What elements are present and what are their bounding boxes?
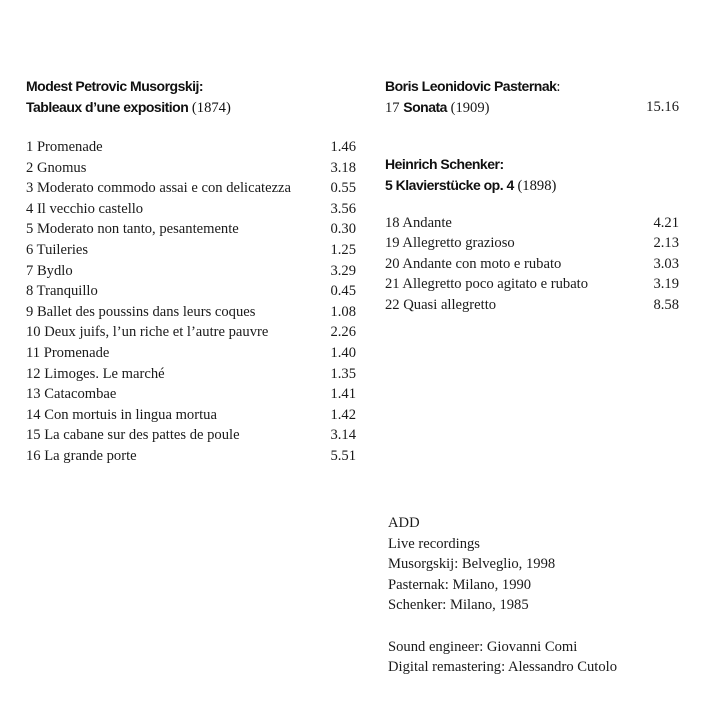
track-row bbox=[26, 384, 356, 405]
track-title: 1 Promenade bbox=[26, 139, 103, 155]
track-title: 9 Ballet des poussins dans leurs coques bbox=[26, 303, 256, 320]
right-column bbox=[385, 76, 679, 316]
track-row bbox=[26, 446, 356, 467]
pasternak-work-year: (1909) bbox=[446, 100, 490, 116]
track-duration: 1.35 bbox=[330, 365, 356, 382]
track-title: 20 Andante con moto e rubato bbox=[385, 255, 562, 272]
spacer bbox=[26, 118, 356, 137]
track-title: 13 Catacombae bbox=[26, 386, 117, 403]
track-row bbox=[26, 158, 356, 179]
track-duration: 5.51 bbox=[330, 447, 356, 464]
sound-engineer-credit: Sound engineer: Giovanni Comi bbox=[388, 638, 578, 655]
pasternak-composer-colon: : bbox=[556, 79, 561, 95]
track-title: 12 Limoges. Le marché bbox=[26, 365, 165, 382]
musorgskij-section bbox=[26, 76, 356, 467]
musorgskij-work-title: Tableaux d’une exposition bbox=[26, 99, 189, 115]
track-row bbox=[385, 254, 679, 275]
track-title: 3 Moderato commodo assai e con delicatezza bbox=[26, 180, 292, 197]
pasternak-track-row bbox=[385, 97, 679, 118]
track-row bbox=[385, 295, 679, 316]
track-duration: 2.26 bbox=[330, 324, 356, 341]
track-row bbox=[385, 213, 679, 234]
track-row bbox=[26, 219, 356, 240]
spacer bbox=[388, 616, 688, 637]
musorgskij-work-heading bbox=[26, 97, 356, 118]
track-row bbox=[26, 322, 356, 343]
track-duration: 1.42 bbox=[330, 406, 356, 423]
schenker-work-title: 5 Klavierstücke op. 4 bbox=[385, 176, 514, 193]
track-title: 2 Gnomus bbox=[26, 159, 87, 176]
venue-line: Musorgskij: Belveglio, 1998 bbox=[388, 556, 556, 573]
track-row bbox=[385, 233, 679, 254]
musorgskij-track-list bbox=[26, 137, 356, 467]
schenker-composer-name: Heinrich Schenker: bbox=[385, 155, 504, 172]
recording-info bbox=[388, 513, 688, 678]
pasternak-track-label bbox=[385, 97, 490, 118]
track-duration: 4.21 bbox=[653, 214, 679, 231]
track-duration: 3.03 bbox=[653, 255, 679, 272]
track-duration: 1.41 bbox=[330, 386, 356, 403]
pasternak-track-time: 15.16 bbox=[646, 99, 679, 115]
track-row bbox=[26, 405, 356, 426]
venue-line: Schenker: Milano, 1985 bbox=[388, 597, 529, 614]
track-duration: 0.55 bbox=[330, 180, 356, 197]
track-duration: 3.14 bbox=[330, 427, 356, 444]
track-title: 18 Andante bbox=[385, 214, 452, 231]
track-duration: 3.29 bbox=[330, 262, 356, 279]
pasternak-composer-heading bbox=[385, 76, 679, 97]
track-title: 6 Tuileries bbox=[26, 241, 89, 258]
track-row bbox=[26, 425, 356, 446]
track-title: 7 Bydlo bbox=[26, 262, 73, 279]
track-duration: 1.40 bbox=[330, 344, 356, 361]
track-title: 16 La grande porte bbox=[26, 447, 137, 464]
track-row bbox=[26, 178, 356, 199]
track-duration: 1.46 bbox=[330, 139, 356, 155]
track-row bbox=[26, 137, 356, 158]
remastering-credit: Digital remastering: Alessandro Cutolo bbox=[388, 659, 618, 676]
track-title: 8 Tranquillo bbox=[26, 283, 98, 300]
track-duration: 3.18 bbox=[330, 159, 356, 176]
track-row bbox=[26, 281, 356, 302]
track-row bbox=[26, 240, 356, 261]
musorgskij-work-year: (1874) bbox=[188, 100, 231, 116]
track-row bbox=[26, 364, 356, 385]
pasternak-composer-name: Boris Leonidovic Pasternak bbox=[385, 78, 557, 94]
track-title: 11 Promenade bbox=[26, 344, 110, 361]
track-title: 21 Allegretto poco agitato e rubato bbox=[385, 276, 589, 293]
track-duration: 1.25 bbox=[330, 241, 356, 258]
spacer bbox=[385, 118, 679, 154]
track-duration: 3.19 bbox=[653, 276, 679, 293]
track-duration: 3.56 bbox=[330, 200, 356, 217]
pasternak-work-title: Sonata bbox=[403, 99, 447, 115]
track-title: 4 Il vecchio castello bbox=[26, 200, 144, 217]
schenker-track-list bbox=[385, 213, 679, 316]
recording-format: ADD bbox=[388, 515, 420, 531]
track-row bbox=[26, 343, 356, 364]
track-duration: 8.58 bbox=[653, 296, 679, 313]
track-duration: 1.08 bbox=[330, 303, 356, 320]
track-duration: 2.13 bbox=[653, 235, 679, 252]
track-duration: 0.45 bbox=[330, 283, 356, 300]
track-title: 22 Quasi allegretto bbox=[385, 296, 497, 313]
track-title: 5 Moderato non tanto, pesantemente bbox=[26, 221, 239, 238]
recording-note: Live recordings bbox=[388, 535, 480, 552]
track-title: 10 Deux juifs, l’un riche et l’autre pauvre bbox=[26, 324, 269, 341]
schenker-work-year: (1898) bbox=[513, 177, 557, 194]
track-row bbox=[385, 274, 679, 295]
track-duration: 0.30 bbox=[330, 221, 356, 238]
track-title: 14 Con mortuis in lingua mortua bbox=[26, 406, 217, 423]
schenker-work-heading bbox=[385, 175, 679, 196]
venue-line: Pasternak: Milano, 1990 bbox=[388, 576, 532, 593]
track-row bbox=[26, 261, 356, 282]
musorgskij-composer-name: Modest Petrovic Musorgskij: bbox=[26, 78, 204, 94]
track-row bbox=[26, 302, 356, 323]
track-row bbox=[26, 199, 356, 220]
track-title: 19 Allegretto grazioso bbox=[385, 235, 515, 252]
pasternak-track-number: 17 bbox=[385, 100, 404, 116]
track-title: 15 La cabane sur des pattes de poule bbox=[26, 427, 240, 444]
spacer bbox=[385, 196, 679, 213]
